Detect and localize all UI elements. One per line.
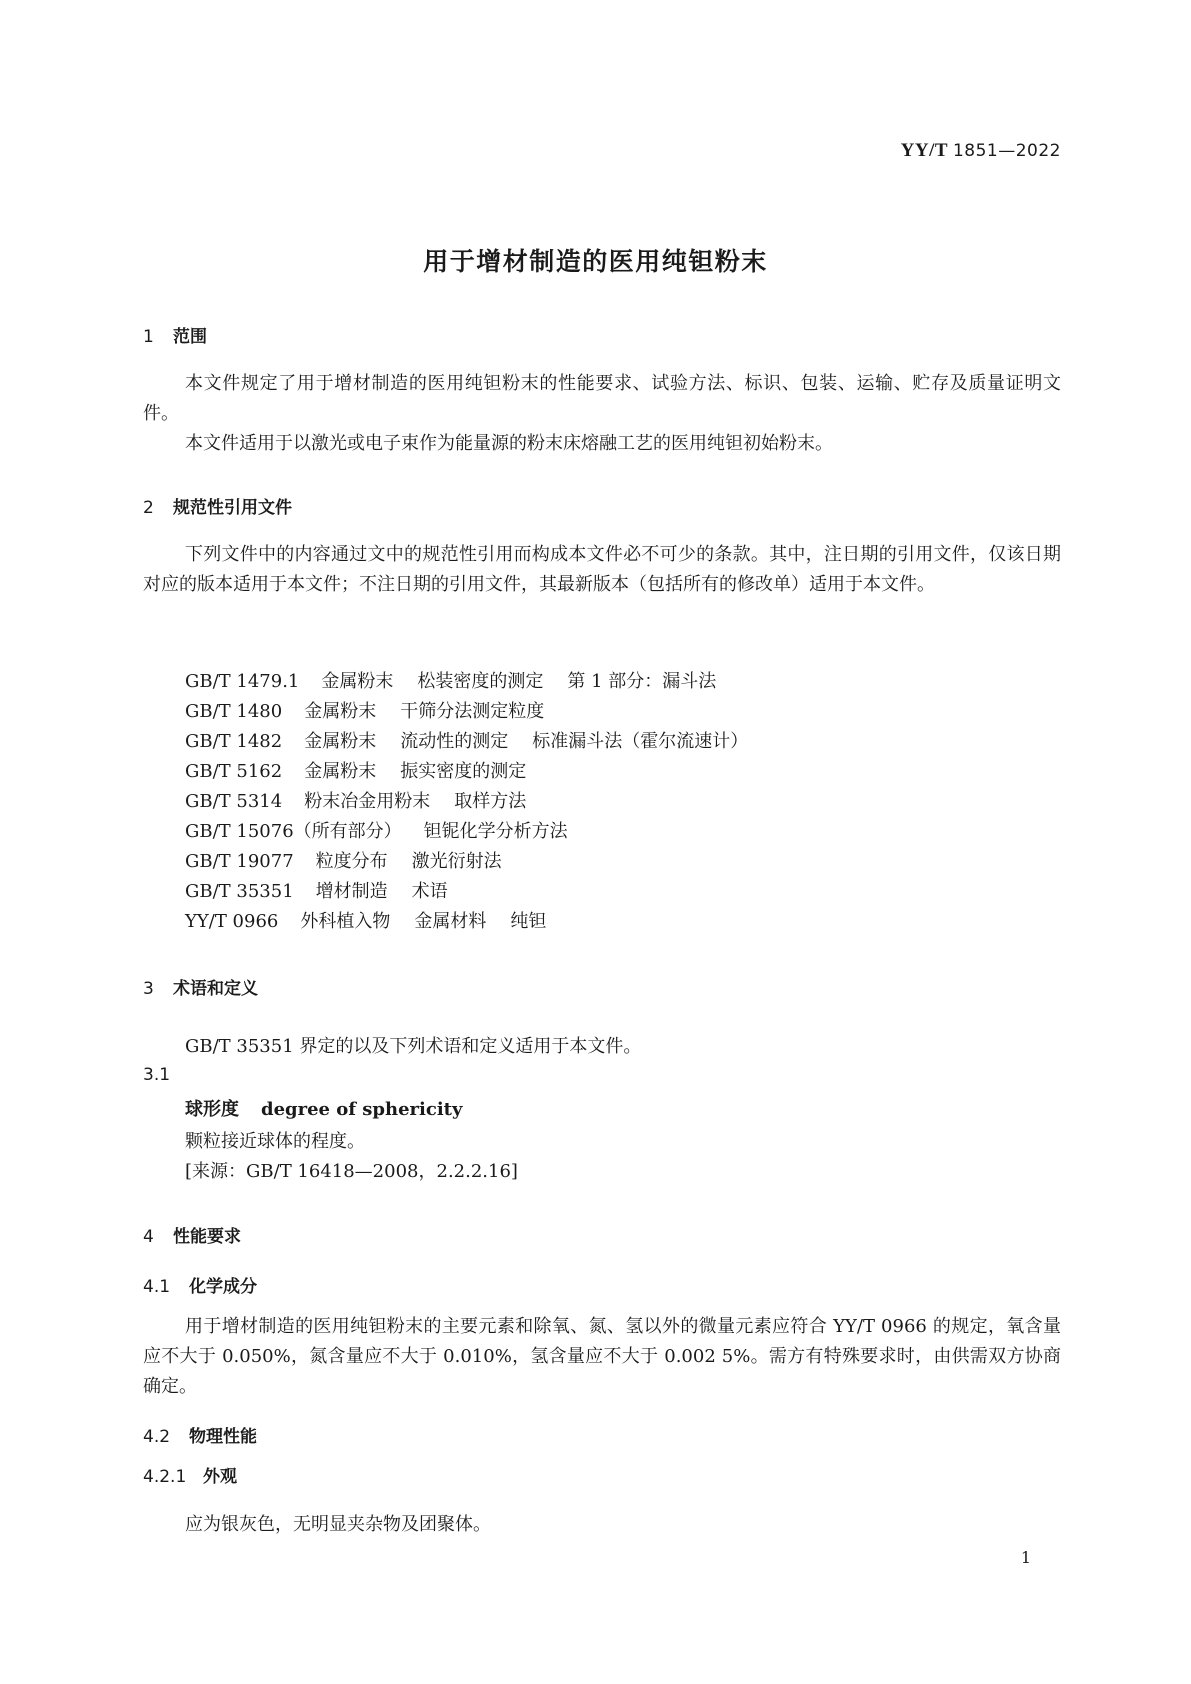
reference-item — [185, 667, 748, 697]
section-number: 4.1 — [143, 1277, 171, 1297]
reference-title-part: 纯钽 — [510, 911, 547, 932]
reference-item — [185, 697, 748, 727]
reference-title-part: 增材制造 — [315, 881, 388, 902]
reference-title-part: 金属粉末 — [321, 671, 394, 692]
reference-title-part: 标准漏斗法（霍尔流速计） — [532, 731, 749, 752]
standard-prefix: YY/T — [900, 140, 948, 161]
standard-code: 1851—2022 — [952, 141, 1061, 161]
reference-code: GB/T 15076（所有部分） — [185, 821, 402, 842]
section-title: 物理性能 — [189, 1427, 257, 1447]
section-1-heading — [143, 322, 207, 347]
reference-item — [185, 727, 748, 757]
reference-title-part: 金属材料 — [414, 911, 487, 932]
reference-title-part: 松装密度的测定 — [417, 671, 544, 692]
appearance-paragraph: 应为银灰色，无明显夹杂物及团聚体。 — [185, 1514, 491, 1535]
chemical-composition-paragraph: 用于增材制造的医用纯钽粉末的主要元素和除氧、氮、氢以外的微量元素应符合 YY/T 0966 的规定，氧含量应不大于 0.050%，氮含量应不大于 0.010%，氢含量应不大于 0.002 5%。需方有特殊要求时，由供需双方协商确定。 — [143, 1316, 1061, 1397]
reference-code: GB/T 5162 — [185, 761, 283, 782]
section-number: 4.2.1 — [143, 1467, 187, 1487]
reference-code: GB/T 1479.1 — [185, 671, 300, 692]
section-title: 化学成分 — [189, 1277, 257, 1297]
reference-code: GB/T 5314 — [185, 791, 283, 812]
reference-title-part: 金属粉末 — [304, 731, 377, 752]
reference-title-part: 激光衍射法 — [411, 851, 502, 872]
reference-title-part: 金属粉末 — [304, 701, 377, 722]
section-number: 4 — [143, 1227, 154, 1247]
section-number: 1 — [143, 327, 154, 347]
section-title: 范围 — [173, 327, 207, 347]
term-english: degree of sphericity — [261, 1099, 463, 1120]
reference-title-part: 外科植入物 — [300, 911, 391, 932]
scope-paragraph-2: 本文件适用于以激光或电子束作为能量源的粉末床熔融工艺的医用纯钽初始粉末。 — [185, 433, 833, 454]
section-title: 规范性引用文件 — [173, 498, 292, 518]
reference-item — [185, 907, 748, 937]
term-source: [来源：GB/T 16418—2008，2.2.2.16] — [185, 1161, 518, 1182]
reference-item — [185, 847, 748, 877]
document-title: 用于增材制造的医用纯钽粉末 — [423, 247, 768, 276]
reference-code: GB/T 35351 — [185, 881, 294, 902]
section-title: 术语和定义 — [173, 979, 258, 999]
reference-title-part: 粒度分布 — [315, 851, 388, 872]
reference-title-part: 流动性的测定 — [400, 731, 509, 752]
section-title: 外观 — [203, 1467, 237, 1487]
reference-code: GB/T 19077 — [185, 851, 294, 872]
section-number: 2 — [143, 498, 154, 518]
reference-title-part: 术语 — [411, 881, 448, 902]
reference-code: GB/T 1482 — [185, 731, 283, 752]
section-4-heading — [143, 1222, 241, 1247]
term-heading — [185, 1095, 462, 1121]
terms-intro: GB/T 35351 界定的以及下列术语和定义适用于本文件。 — [185, 1036, 642, 1057]
term-number: 3.1 — [143, 1065, 171, 1085]
reference-item — [185, 817, 748, 847]
section-4-1-heading — [143, 1272, 257, 1297]
section-4-2-1-heading — [143, 1462, 237, 1487]
normative-references-intro: 下列文件中的内容通过文中的规范性引用而构成本文件必不可少的条款。其中，注日期的引用文件，仅该日期对应的版本适用于本文件；不注日期的引用文件，其最新版本（包括所有的修改单）适用于本文件。 — [143, 544, 1061, 595]
section-4-2-heading — [143, 1422, 257, 1447]
reference-title-part: 振实密度的测定 — [400, 761, 527, 782]
term-definition: 颗粒接近球体的程度。 — [185, 1131, 365, 1152]
reference-list — [185, 667, 748, 937]
reference-title-part: 取样方法 — [454, 791, 527, 812]
reference-item — [185, 877, 748, 907]
section-2-heading — [143, 493, 292, 518]
page-number: 1 — [1020, 1548, 1031, 1567]
standard-number — [901, 140, 1061, 162]
reference-title-part: 金属粉末 — [304, 761, 377, 782]
reference-item — [185, 787, 748, 817]
reference-title-part: 干筛分法测定粒度 — [400, 701, 545, 722]
reference-title-part: 钽铌化学分析方法 — [423, 821, 568, 842]
section-number: 3 — [143, 979, 154, 999]
reference-title-part: 第 1 部分：漏斗法 — [567, 671, 717, 692]
section-number: 4.2 — [143, 1427, 171, 1447]
reference-item — [185, 757, 748, 787]
term-chinese: 球形度 — [185, 1099, 239, 1120]
scope-paragraph-1: 本文件规定了用于增材制造的医用纯钽粉末的性能要求、试验方法、标识、包装、运输、贮存及质量证明文件。 — [143, 373, 1061, 424]
section-3-heading — [143, 974, 258, 999]
reference-title-part: 粉末冶金用粉末 — [304, 791, 431, 812]
section-title: 性能要求 — [173, 1227, 241, 1247]
reference-code: GB/T 1480 — [185, 701, 283, 722]
reference-code: YY/T 0966 — [185, 911, 279, 932]
